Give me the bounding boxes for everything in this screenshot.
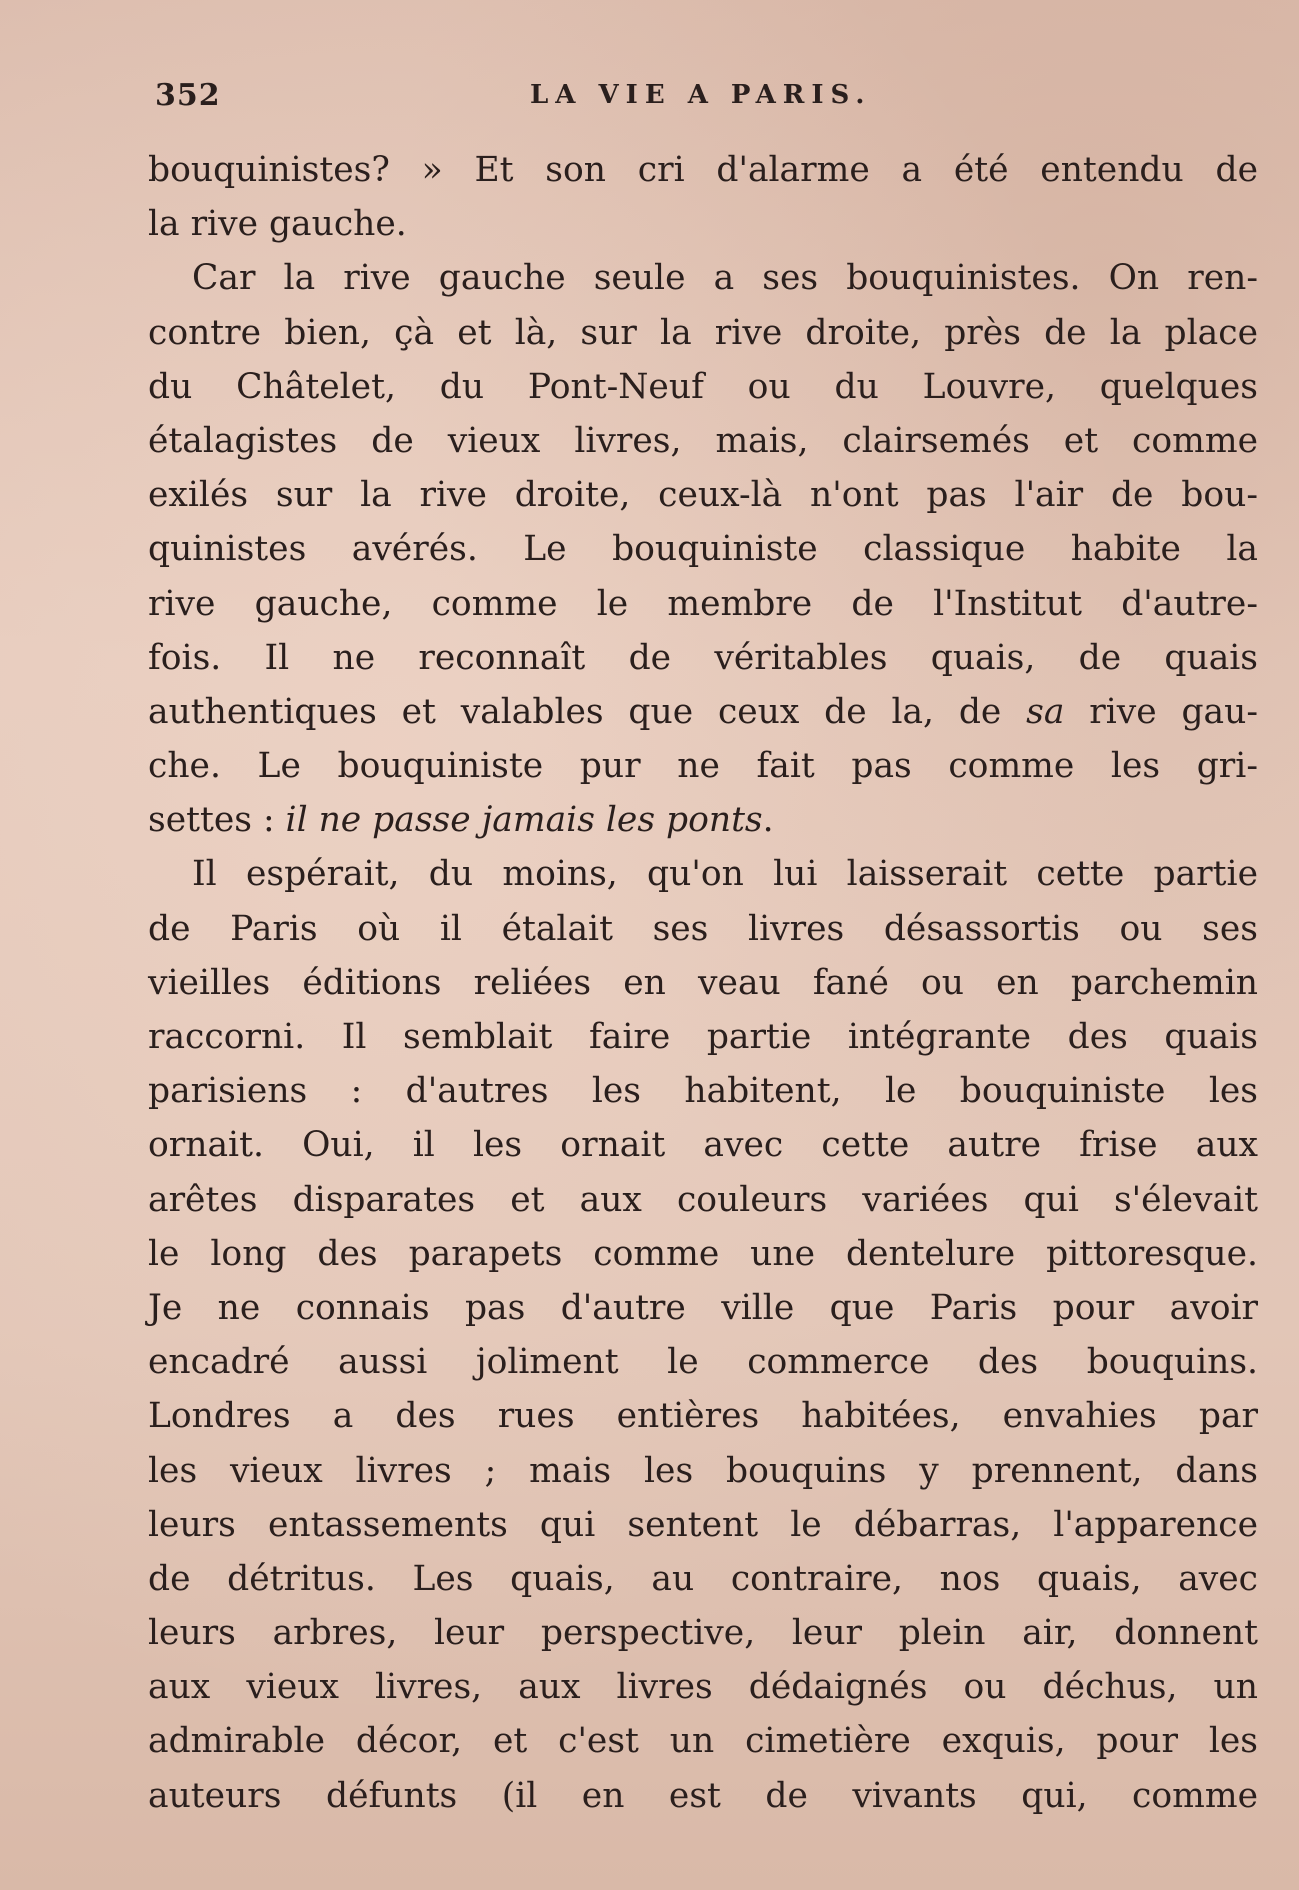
text-line: admirable décor, et c'est un cimetière exquis, pour les (148, 1721, 1258, 1762)
body-text (148, 143, 1258, 1823)
text-line: les vieux livres ; mais les bouquins y prennent, dans (148, 1450, 1258, 1491)
text-line: Je ne connais pas d'autre ville que Paris pour avoir (148, 1287, 1258, 1328)
text-line: raccorni. Il semblait faire partie intégrante des quais (148, 1017, 1258, 1057)
text-line: étalagistes de vieux livres, mais, clairsemés et comme (148, 420, 1258, 461)
text-line: quinistes avérés. Le bouquiniste classique habite la (148, 529, 1258, 570)
text-line: che. Le bouquiniste pur ne fait pas comme les gri- (148, 746, 1258, 787)
text-line: Car la rive gauche seule a ses bouquinistes. On ren- (192, 258, 1258, 299)
text-line: la rive gauche. (148, 204, 407, 245)
text-line: bouquinistes? » Et son cri d'alarme a été entendu de (148, 150, 1258, 190)
text-line: arêtes disparates et aux couleurs variées qui s'élevait (148, 1179, 1258, 1220)
italic-text: sa (1026, 691, 1065, 732)
italic-text: il ne passe jamais les ponts (285, 800, 763, 841)
text-segment: . (762, 800, 774, 841)
text-line: Il espérait, du moins, qu'on lui laisserait cette partie (192, 854, 1258, 895)
text-line: rive gauche, comme le membre de l'Institut d'autre- (148, 583, 1258, 624)
text-line: le long des parapets comme une dentelure pittoresque. (148, 1233, 1258, 1274)
running-head (155, 78, 1255, 118)
text-line: encadré aussi joliment le commerce des bouquins. (148, 1342, 1258, 1383)
text-line: auteurs défunts (il en est de vivants qui, comme (148, 1775, 1258, 1816)
text-line: leurs entassements qui sentent le débarras, l'apparence (148, 1504, 1258, 1545)
text-line: ornait. Oui, il les ornait avec cette autre frise aux (148, 1125, 1258, 1166)
text-line: exilés sur la rive droite, ceux-là n'ont pas l'air de bou- (148, 475, 1258, 516)
text-line (148, 685, 1258, 739)
text-line: Londres a des rues entières habitées, envahies par (148, 1396, 1258, 1437)
text-line: vieilles éditions reliées en veau fané ou en parchemin (148, 962, 1258, 1003)
text-line: aux vieux livres, aux livres dédaignés ou déchus, un (148, 1667, 1258, 1708)
text-line: leurs arbres, leur perspective, leur plein air, donnent (148, 1613, 1258, 1654)
text-line: de détritus. Les quais, au contraire, nos quais, avec (148, 1558, 1258, 1599)
text-line: contre bien, çà et là, sur la rive droite, près de la place (148, 312, 1258, 353)
page-number: 352 (155, 78, 221, 113)
text-line (148, 793, 1258, 847)
text-line: parisiens : d'autres les habitent, le bouquiniste les (148, 1071, 1258, 1112)
text-segment: settes : (148, 800, 286, 841)
text-line: fois. Il ne reconnaît de véritables quais, de quais (148, 637, 1258, 678)
text-line: du Châtelet, du Pont-Neuf ou du Louvre, quelques (148, 366, 1258, 407)
text-line: de Paris où il étalait ses livres désassortis ou ses (148, 908, 1258, 949)
text-segment: authentiques et valables que ceux de la, de (148, 691, 1027, 732)
running-title: LA VIE A PARIS. (530, 80, 872, 110)
text-segment: rive gau- (1064, 691, 1258, 732)
